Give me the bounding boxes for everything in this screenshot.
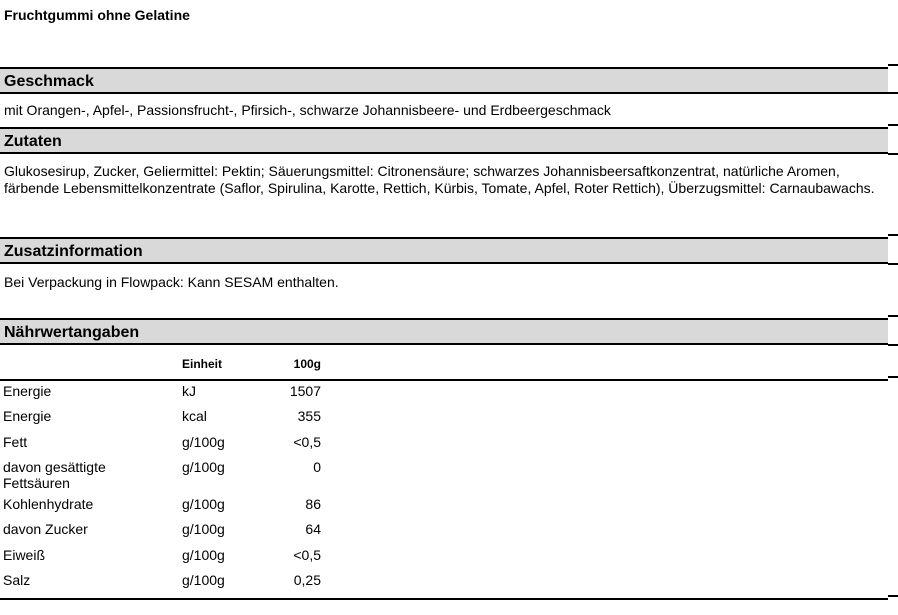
- section-header-zusatzinformation: [0, 237, 888, 264]
- table-bottom-divider: [0, 598, 888, 600]
- table-header-divider: [0, 379, 888, 381]
- divider: [888, 263, 898, 265]
- nutrient-unit: g/100g: [182, 572, 225, 588]
- nutrient-value: 0: [313, 459, 321, 475]
- nutrient-name: davon Zucker: [3, 521, 88, 537]
- nutrient-name: davon gesättigte Fettsäuren: [3, 459, 106, 491]
- nutrient-value: <0,5: [293, 547, 321, 563]
- divider: [888, 595, 898, 597]
- section-heading: Nährwertangaben: [4, 324, 140, 341]
- divider: [888, 64, 898, 66]
- divider: [888, 376, 898, 378]
- nutrient-unit: g/100g: [182, 547, 225, 563]
- column-header-einheit: Einheit: [182, 357, 223, 371]
- nutrient-name: Kohlenhydrate: [3, 496, 94, 512]
- nutrient-value: 0,25: [293, 572, 321, 588]
- section-header-naehrwertangaben: [0, 318, 888, 345]
- section-heading: Zusatzinformation: [4, 243, 143, 260]
- divider: [888, 344, 898, 346]
- nutrient-unit: kcal: [182, 408, 207, 424]
- divider: [888, 234, 898, 236]
- nutrient-unit: kJ: [182, 383, 196, 399]
- zusatzinformation-text: Bei Verpackung in Flowpack: Kann SESAM enthalten.: [4, 274, 339, 290]
- page-title: Fruchtgummi ohne Gelatine: [4, 7, 190, 23]
- divider: [888, 124, 898, 126]
- nutrient-unit: g/100g: [182, 434, 225, 450]
- nutrient-value: <0,5: [293, 434, 321, 450]
- section-heading: Geschmack: [4, 73, 94, 90]
- zutaten-text: Glukosesirup, Zucker, Geliermittel: Pektin; Säuerungsmittel: Citronensäure; schwarzes Johannisbeersaftkonzentrat, natürliche Aromen, färbende Lebensmittelkonzentrate (Saflor, Spirulina, Karotte, Rettich, Kürbis, Tomate, Apfel, Roter Rettich), Überzugsmittel: Carnaubawachs.: [4, 163, 875, 196]
- nutrient-unit: g/100g: [182, 459, 225, 475]
- nutrient-name: Energie: [3, 408, 52, 424]
- section-heading: Zutaten: [4, 133, 62, 150]
- divider: [888, 315, 898, 317]
- nutrient-name: Eiweiß: [3, 547, 46, 563]
- column-header-100g: 100g: [293, 357, 321, 371]
- geschmack-text: mit Orangen-, Apfel-, Passionsfrucht-, Pfirsich-, schwarze Johannisbeere- und Erdbeergeschmack: [4, 102, 611, 118]
- nutrient-unit: g/100g: [182, 521, 225, 537]
- nutrient-unit: g/100g: [182, 496, 225, 512]
- section-header-zutaten: [0, 127, 888, 154]
- section-header-geschmack: [0, 67, 888, 94]
- divider: [888, 92, 898, 94]
- nutrient-value: 355: [297, 408, 321, 424]
- nutrient-name: Salz: [3, 572, 31, 588]
- nutrient-name: Energie: [3, 383, 52, 399]
- nutrient-value: 64: [305, 521, 321, 537]
- nutrient-name: Fett: [3, 434, 28, 450]
- nutrient-value: 1507: [289, 383, 321, 399]
- nutrient-value: 86: [305, 496, 321, 512]
- divider: [888, 153, 898, 155]
